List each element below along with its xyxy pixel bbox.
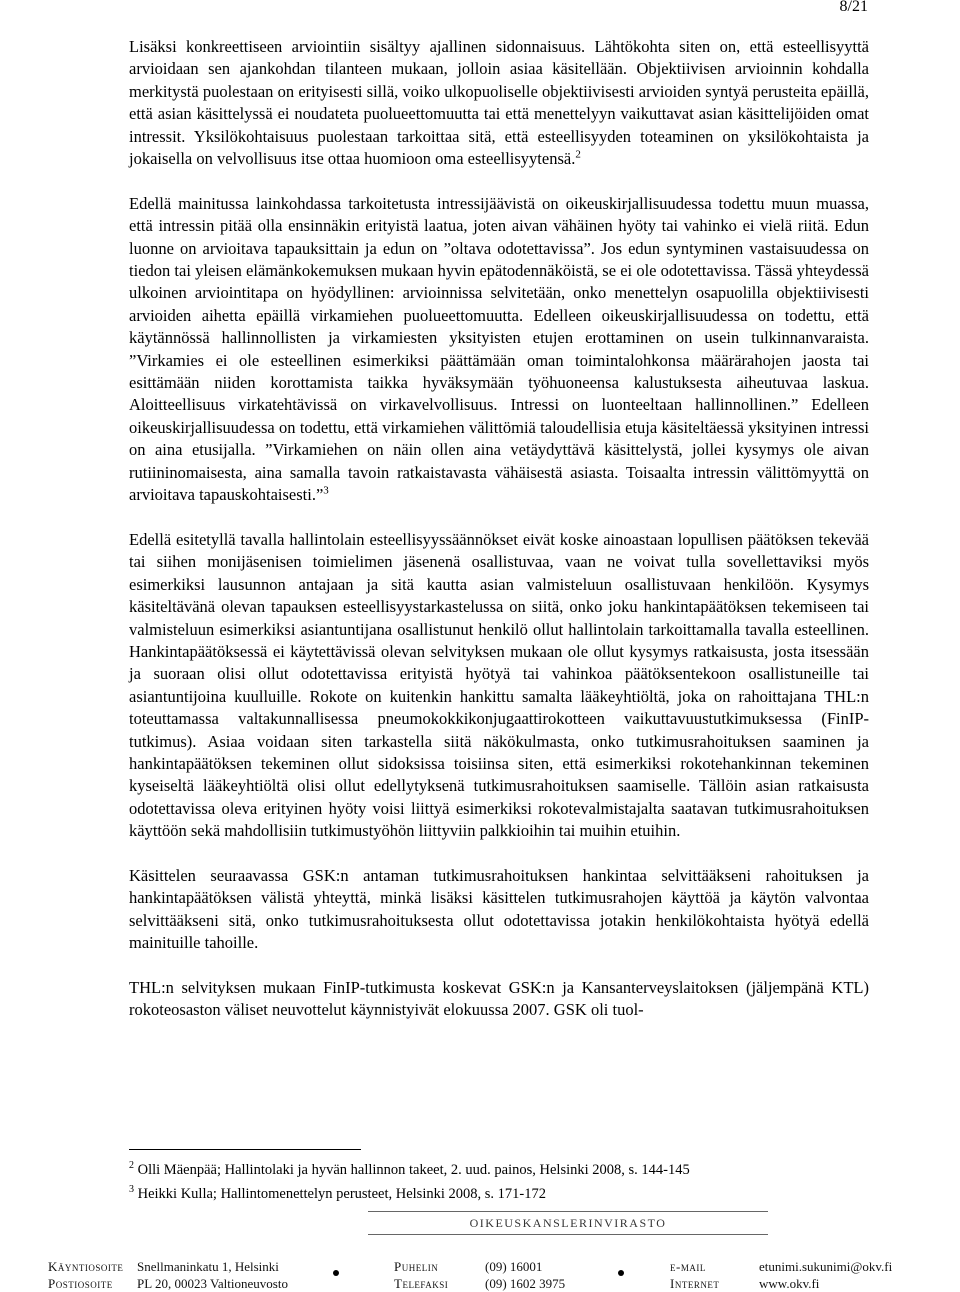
postal-label: Postiosoite (48, 1276, 113, 1291)
visiting-address: Snellmaninkatu 1, Helsinki (137, 1259, 279, 1274)
footnote-number: 3 (129, 1183, 134, 1195)
fax-number: (09) 1602 3975 (485, 1276, 566, 1291)
email-link[interactable]: etunimi.sukunimi@okv.fi (759, 1259, 893, 1274)
footnote-ref[interactable]: 3 (323, 484, 329, 497)
footer-numbers (485, 1258, 565, 1292)
paragraph-text: Käsittelen seuraavassa GSK:n antaman tutkimusrahoituksen hankintaa selvittääkseni rahoituksen ja hankintapäätöksen välistä yhteyttä, minkä lisäksi käsittelen tutkimusrahojen käyttöä ja käytön valvontaa selvittääkseni sitä, onko tutkimusrahoituksesta ollut odotettavissa jotakin henkilökohtaista hyötyä edellä mainituille tahoille. (129, 865, 869, 953)
paragraph-text: Edellä esitetyllä tavalla hallintolain esteellisyyssäännökset eivät koske ainoastaan lopullisen päätöksen tekevää tai siihen monijäsenisen toimielimen jäsenenä osallistuvaa, vaan ne voivat tulla sovellettaviksi myös esimerkiksi lausunnon antajaan ja sitä kautta asian valmisteluun osallistuvaan henkilöön. Kysymys käsiteltävänä olevan tapauksen esteellisyystarkastelussa on siitä, onko joku hankintapäätöksen tekemiseen tai valmisteluun esimerkiksi asiantuntijana osallistunut henkilö ollut hallintolain tarkoittamalla tavalla esteellinen. Hankintapäätöksessä ei käytettävissä olevan selvityksen mukaan ole ollut kysymys ratkaisusta, josta itsessään ja suoraan olisi ollut odotettavissa erityistä hyötyä tai vahinkoa päätöksentekoon osallistuneille tai asiantuntijoina kuulluille. Rokote on kuitenkin hankittu samalta lääkeyhtiöltä, joka on rahoittajana THL:n toteuttamassa valtakunnallisessa pneumokokkikonjugaattirokotteen vaikuttavuustutkimuksessa (FinIP-tutkimus). Asiaa voidaan siten tarkastella siitä näkökulmasta, onko tutkimusrahoituksen saaminen ja hankintapäätöksen tekeminen ollut sidoksissa toisiinsa siten, että esimerkiksi rokotehankinnan tekeminen kyseiseltä lääkeyhtiöltä olisi ollut edellytyksenä tutkimusrahoituksen saamiselle. Tällöin asian ratkaisusta odotettavissa oleva erityinen hyöty voisi liittyä esimerkiksi rokotevalmistajalta saatavan tutkimusrahoituksen käyttöön sekä mahdollisiin tutkimustyöhön liittyviin palkkioihin tai muihin etuihin. (129, 529, 869, 841)
phone-number: (09) 16001 (485, 1259, 543, 1274)
footnote-ref[interactable]: 2 (575, 148, 581, 161)
document-body (129, 36, 869, 1044)
footnote-3 (129, 1180, 869, 1204)
footer-labels-left (48, 1258, 123, 1292)
banner-rule-bottom (368, 1234, 768, 1235)
separator-dot (618, 1270, 624, 1276)
email-label: e-mail (670, 1259, 706, 1274)
visiting-label: Käyntiosoite (48, 1259, 124, 1274)
phone-label: Puhelin (394, 1259, 439, 1274)
website-link[interactable]: www.okv.fi (759, 1276, 820, 1291)
banner-rule-top (368, 1211, 768, 1212)
fax-label: Telefaksi (394, 1276, 449, 1291)
paragraph-5 (129, 977, 869, 1022)
separator-dot (333, 1270, 339, 1276)
paragraph-2 (129, 193, 869, 507)
footnotes (129, 1156, 869, 1204)
footnote-text: Olli Mäenpää; Hallintolaki ja hyvän hallinnon takeet, 2. uud. painos, Helsinki 2008, s. 144-145 (137, 1161, 690, 1178)
internet-label: Internet (670, 1276, 720, 1291)
paragraph-text: Lisäksi konkreettiseen arviointiin sisältyy ajallinen sidonnaisuus. Lähtökohta siten on, että esteellisyyttä arvioidaan sen ajankohdan tilanteen mukaan, jolloin asiaa käsitellään. Objektiivisen arvioinnin kohdalla merkitystä puolestaan on erityisesti sillä, voiko ulkopuoliselle objektiivisesti arvioiden syntyä perusteita epäillä, että asian käsittelyssä ei noudateta puolueettomuutta tai että menettelyyn vaikuttavat asian käsittelijöiden omat intressit. Yksilökohtaisuus puolestaan tarkoittaa sitä, että esteellisyyden toteaminen on yksilökohtaista ja jokaisella on velvollisuus itse ottaa huomioon oma esteellisyytensä. (129, 37, 869, 169)
postal-address: PL 20, 00023 Valtioneuvosto (137, 1276, 288, 1291)
footnote-text: Heikki Kulla; Hallintomenettelyn perusteet, Helsinki 2008, s. 171-172 (137, 1185, 546, 1202)
footer-addresses (137, 1258, 288, 1292)
paragraph-4 (129, 865, 869, 955)
footnote-2 (129, 1156, 869, 1180)
org-banner (368, 1209, 768, 1237)
page-number: 8/21 (839, 0, 868, 15)
footnote-divider (129, 1149, 361, 1150)
paragraph-3 (129, 529, 869, 843)
paragraph-1 (129, 36, 869, 170)
paragraph-text: Edellä mainitussa lainkohdassa tarkoitetusta intressijäävistä on oikeuskirjallisuudessa todettu muun muassa, että intressin pitää olla ensinnäkin erityistä laatua, joten aivan vähäinen hyöty tai vahinko ei vielä riitä. Edun luonne on arvioitava tapauksittain ja edun on ”oltava odotettavissa”. Jos edun syntyminen vastaisuudessa on tiedon tai yleisen elämänkokemuksen mukaan hyvin epätodennäköistä, se ei ole odotettavissa. Tässä yhteydessä ulkoinen arviointitapa on hyödyllinen: arvioinnissa selvitetään, onko menettelyn osapuolilla objektiivisesti arvioiden aihetta epäillä virkamiehen puolueettomuutta. Edelleen oikeuskirjallisuudessa on todettu, että käytännössä hallinnollisten ja virkamiesten yksityisten etujen erottaminen on usein tulkinnanvaraista. ”Virkamies ei ole esteellinen esimerkiksi päättämään oman toimintalohkonsa määrärahojen jaosta tai esittämään niiden korottamista taikka hyväksymään työhuoneensa kalustuksesta aiheutuvaa laskua. Aloitteellisuus virkatehtävissä on virkavelvollisuus. Intressi on luonteeltaan hallinnollinen.” Edelleen oikeuskirjallisuudessa on todettu, että virkamiehen välittömiä taloudellisia etuja käsiteltäessä yksityinen intressi on aina etusijalla. ”Virkamiehen on näin ollen aina vetäydyttävä käsittelystä, jollei kysymys ole aivan rutiininomaisesta, aina samalla tavoin ratkaistavasta vähäisestä asiasta. Toisaalta intressin välittömyyttä on arvioitava tapauskohtaisesti.” (129, 193, 869, 505)
paragraph-text: THL:n selvityksen mukaan FinIP-tutkimusta koskevat GSK:n ja Kansanterveyslaitoksen (jäljempänä KTL) rokoteosaston väliset neuvottelut käynnistyivät elokuussa 2007. GSK oli tuol- (129, 978, 869, 1020)
footer-labels-middle (394, 1258, 448, 1292)
footer-links (759, 1258, 892, 1292)
footnote-number: 2 (129, 1160, 134, 1171)
footer-labels-right (670, 1258, 719, 1292)
org-name: OIKEUSKANSLERINVIRASTO (469, 1216, 667, 1230)
